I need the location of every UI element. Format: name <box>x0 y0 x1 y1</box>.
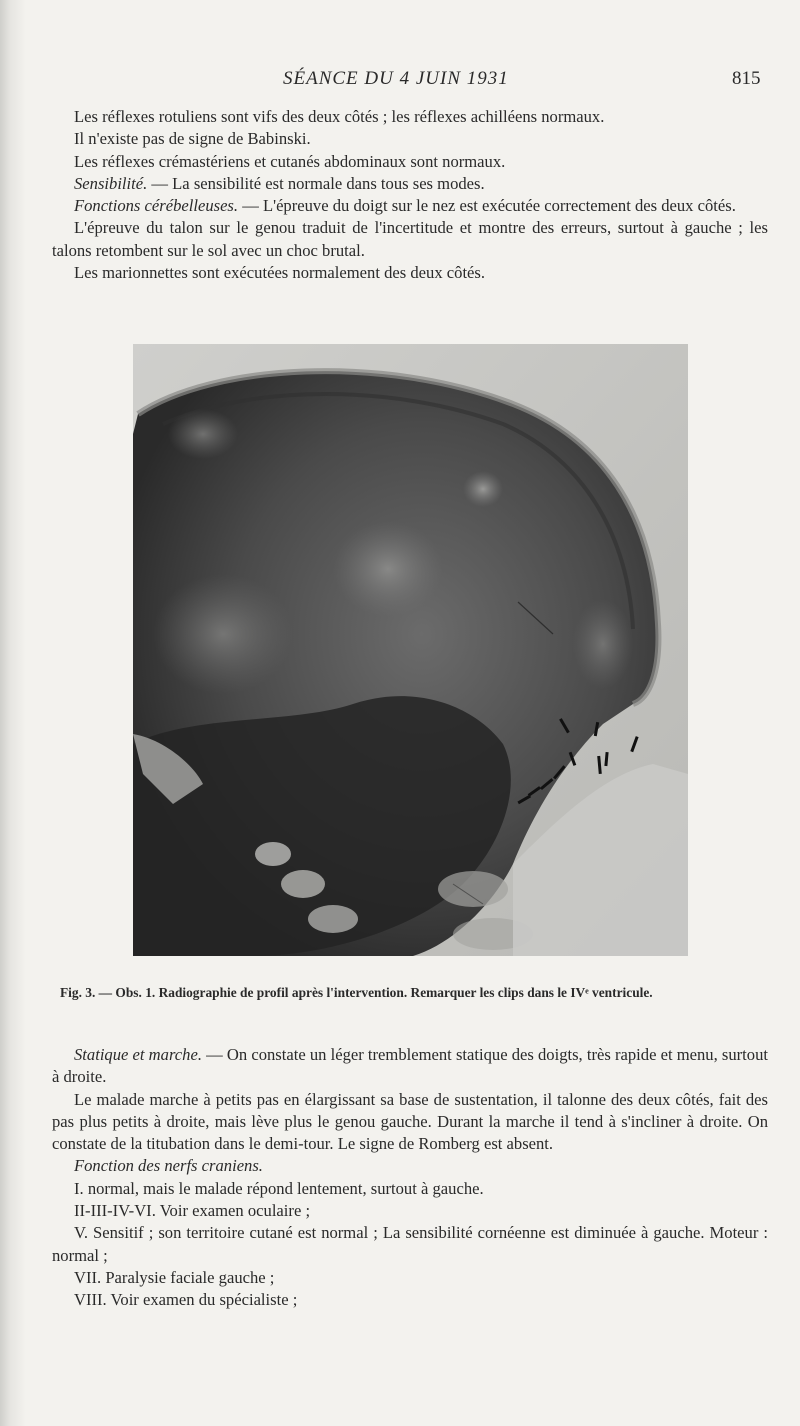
paragraph: Il n'existe pas de signe de Babinski. <box>74 129 311 149</box>
paragraph: Les marionnettes sont exécutées normalement des deux côtés. <box>74 263 486 283</box>
paragraph: VIII. Voir examen du spécialiste ; <box>74 1290 298 1310</box>
paragraph-nerfs-craniens <box>52 1155 768 1177</box>
paragraph: Les réflexes crémastériens et cutanés abdominaux sont normaux. <box>74 151 506 171</box>
paragraph: II-III-IV-VI. Voir examen oculaire ; <box>74 1201 311 1221</box>
bottom-text-block <box>52 1044 768 1312</box>
page-binding-edge <box>0 0 26 1426</box>
radiograph-figure <box>133 344 688 956</box>
paragraph: Le malade marche à petits pas en élargissant sa base de sustentation, il talonne des deux côtés, fait des pas plus petits à droite, mais lève plus le genou gauche. Durant la marche il tend à s'incliner à droite. On constate de la titubation dans le demi-tour. Le signe de Romberg est absent. <box>52 1089 768 1154</box>
section-label: Sensibilité. <box>74 173 148 193</box>
paragraph: Les réflexes rotuliens sont vifs des deux côtés ; les réflexes achilléens normaux. <box>74 107 605 126</box>
paragraph: VII. Paralysie faciale gauche ; <box>74 1267 275 1287</box>
top-text-block <box>52 106 768 284</box>
paragraph: V. Sensitif ; son territoire cutané est normal ; La sensibilité cornéenne est diminuée à gauche. Moteur : normal ; <box>52 1223 768 1265</box>
paragraph-sensibilite: Sensibilité. — La sensibilité est normale dans tous ses modes. <box>74 173 485 193</box>
paragraph: L'épreuve du talon sur le genou traduit de l'incertitude et montre des erreurs, surtout à gauche ; les talons retombent sur le sol avec un choc brutal. <box>52 218 768 260</box>
paragraph: I. normal, mais le malade répond lentement, surtout à gauche. <box>74 1178 484 1198</box>
section-label: Fonctions cérébelleuses. <box>74 196 239 216</box>
running-title: SÉANCE DU 4 JUIN 1931 <box>283 68 509 89</box>
section-label: Statique et marche. <box>74 1045 202 1064</box>
figure-caption: Fig. 3. — Obs. 1. Radiographie de profil après l'intervention. Remarquer les clips dans le IVᵉ ventricule. <box>60 985 653 1000</box>
paragraph-statique-marche: Statique et marche. — On constate un léger tremblement statique des doigts, très rapide et menu, surtout à droite. <box>52 1045 768 1087</box>
section-label: Fonction des nerfs craniens. <box>74 1156 263 1176</box>
paragraph-fonctions-cerebelleuses: Fonctions cérébelleuses. — L'épreuve du doigt sur le nez est exécutée correctement des deux côtés. <box>74 196 736 216</box>
page-number: 815 <box>732 68 761 89</box>
skull-radiograph-image <box>133 344 688 956</box>
running-head <box>0 68 800 92</box>
